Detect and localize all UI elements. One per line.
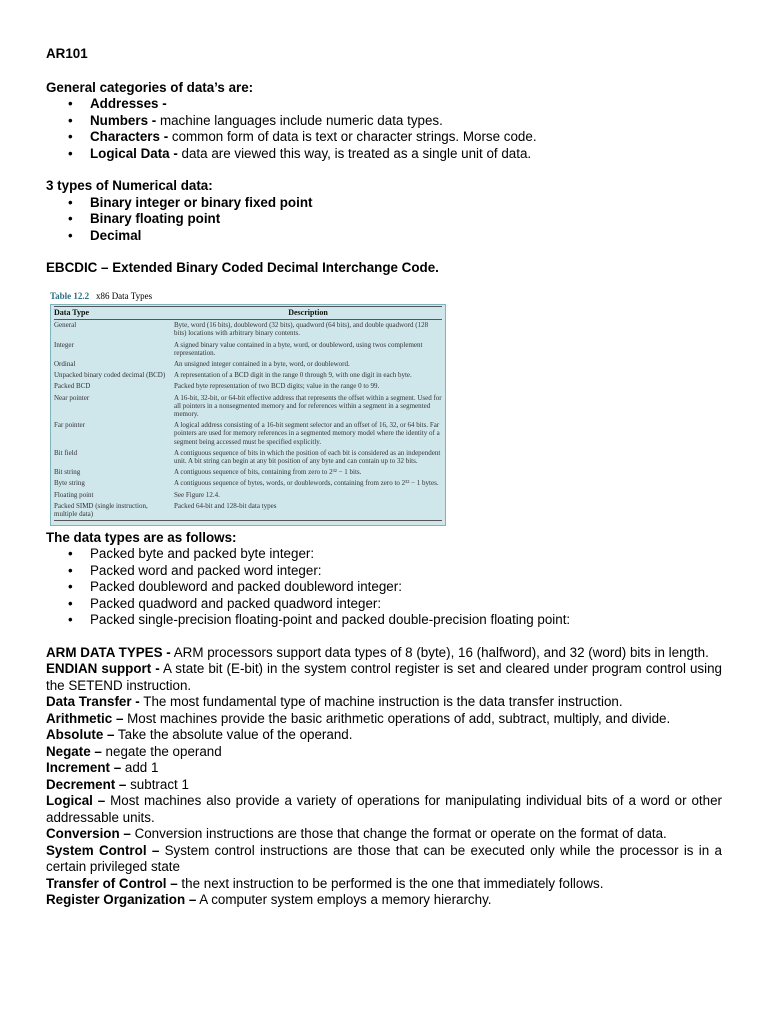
- definition-item: ARM DATA TYPES - ARM processors support data types of 8 (byte), 16 (halfword), and 32 (word) bits in length.: [46, 644, 709, 660]
- numerical-heading: 3 types of Numerical data:: [46, 178, 213, 193]
- table-row: Unpacked binary coded decimal (BCD) A representation of a BCD digit in the range 0 through 9, with one digit in each byte.: [54, 371, 412, 380]
- x86-data-types-table-figure: [50, 291, 446, 526]
- definition-item: Data Transfer - The most fundamental type of machine instruction is the data transfer instruction.: [46, 694, 623, 710]
- column-header-data-type: Data Type: [54, 307, 90, 317]
- definition-item: Decrement – subtract 1: [46, 776, 189, 792]
- definition-item: Increment – add 1: [46, 760, 159, 776]
- categories-list: [46, 96, 722, 162]
- list-item: • Binary floating point: [46, 211, 722, 228]
- table-row: Packed BCD Packed byte representation of two BCD digits; value in the range 0 to 99.: [54, 382, 380, 391]
- table-row: Far pointer A logical address consisting of a 16-bit segment selector and an offset of 16, 32, or 64 bits. Far pointers are used for memory references in a segmented memory model where the identity of a segment being accessed must be specified explicitly.: [54, 421, 440, 446]
- datatypes-heading: The data types are as follows:: [46, 529, 237, 545]
- table-row: Packed SIMD (single instruction, multiple data) Packed 64-bit and 128-bit data types: [54, 500, 442, 520]
- definition-item: Logical – Most machines also provide a variety of operations for manipulating individual bits of a word or other addressable units.: [46, 793, 723, 825]
- column-header-description: Description: [288, 307, 328, 317]
- list-item: • Packed quadword and packed quadword integer:: [46, 596, 722, 613]
- list-item: • Binary integer or binary fixed point: [46, 195, 722, 212]
- table-header: [54, 306, 442, 320]
- definition-item: Arithmetic – Most machines provide the basic arithmetic operations of add, subtract, multiply, and divide.: [46, 710, 671, 726]
- table-row: Bit string A contiguous sequence of bits, containing from zero to 2³² − 1 bits.: [54, 468, 362, 477]
- definition-item: System Control – System control instructions are those that can be executed only while the processor is in a certain privileged state: [46, 842, 722, 875]
- table-row: General Byte, word (16 bits), doubleword (32 bits), quadword (64 bits), and double quadword (128 bits) locations with arbitrary binary contents.: [54, 321, 429, 338]
- list-item: • Numbers - machine languages include numeric data types.: [46, 113, 722, 130]
- table-caption: Table 12.2 x86 Data Types: [50, 290, 153, 301]
- document-title: AR101: [46, 46, 88, 61]
- table-row: Floating point See Figure 12.4.: [54, 490, 220, 499]
- datatypes-list: [46, 546, 722, 629]
- definition-item: Register Organization – A computer system employs a memory hierarchy.: [46, 892, 492, 908]
- definition-item: Negate – negate the operand: [46, 743, 222, 759]
- list-item: • Characters - common form of data is text or character strings. Morse code.: [46, 129, 722, 146]
- list-item: • Logical Data - data are viewed this way, is treated as a single unit of data.: [46, 146, 722, 163]
- list-item: • Addresses -: [46, 96, 722, 113]
- list-item: • Packed single-precision floating-point and packed double-precision floating point:: [46, 612, 722, 629]
- categories-heading: General categories of data’s are:: [46, 79, 254, 95]
- definitions: [46, 645, 722, 909]
- definition-item: Conversion – Conversion instructions are those that change the format or operate on the format of data.: [46, 826, 667, 842]
- document-page: [46, 46, 722, 909]
- table-row: Byte string A contiguous sequence of bytes, words, or doublewords, containing from zero to 2³² − 1 bytes.: [54, 479, 439, 488]
- data-types-table: [50, 304, 446, 526]
- definition-item: Absolute – Take the absolute value of the operand.: [46, 727, 353, 743]
- list-item: • Packed word and packed word integer:: [46, 563, 722, 580]
- list-item: • Packed byte and packed byte integer:: [46, 546, 722, 563]
- numerical-list: [46, 195, 722, 245]
- table-row: Bit field A contiguous sequence of bits in which the position of each bit is considered as an independent unit. A bit string can begin at any bit position of any byte and can contain up to 32 bits.: [54, 448, 441, 466]
- definition-item: ENDIAN support - A state bit (E-bit) in the system control register is set and cleared under program control using the SETEND instruction.: [46, 661, 723, 693]
- table-row: Integer A signed binary value contained in a byte, word, or doubleword, using twos complement representation.: [54, 340, 423, 357]
- ebcdic-line: EBCDIC – Extended Binary Coded Decimal Interchange Code.: [46, 260, 439, 275]
- definition-item: Transfer of Control – the next instruction to be performed is the one that immediately follows.: [46, 875, 604, 891]
- table-row: Ordinal An unsigned integer contained in a byte, word, or doubleword.: [54, 360, 350, 369]
- list-item: • Packed doubleword and packed doubleword integer:: [46, 579, 722, 596]
- list-item: • Decimal: [46, 228, 722, 245]
- table-row: Near pointer A 16-bit, 32-bit, or 64-bit effective address that represents the offset within a segment. Used for all pointers in a nonsegmented memory and for references within a segment in a segmented memory.: [54, 393, 442, 419]
